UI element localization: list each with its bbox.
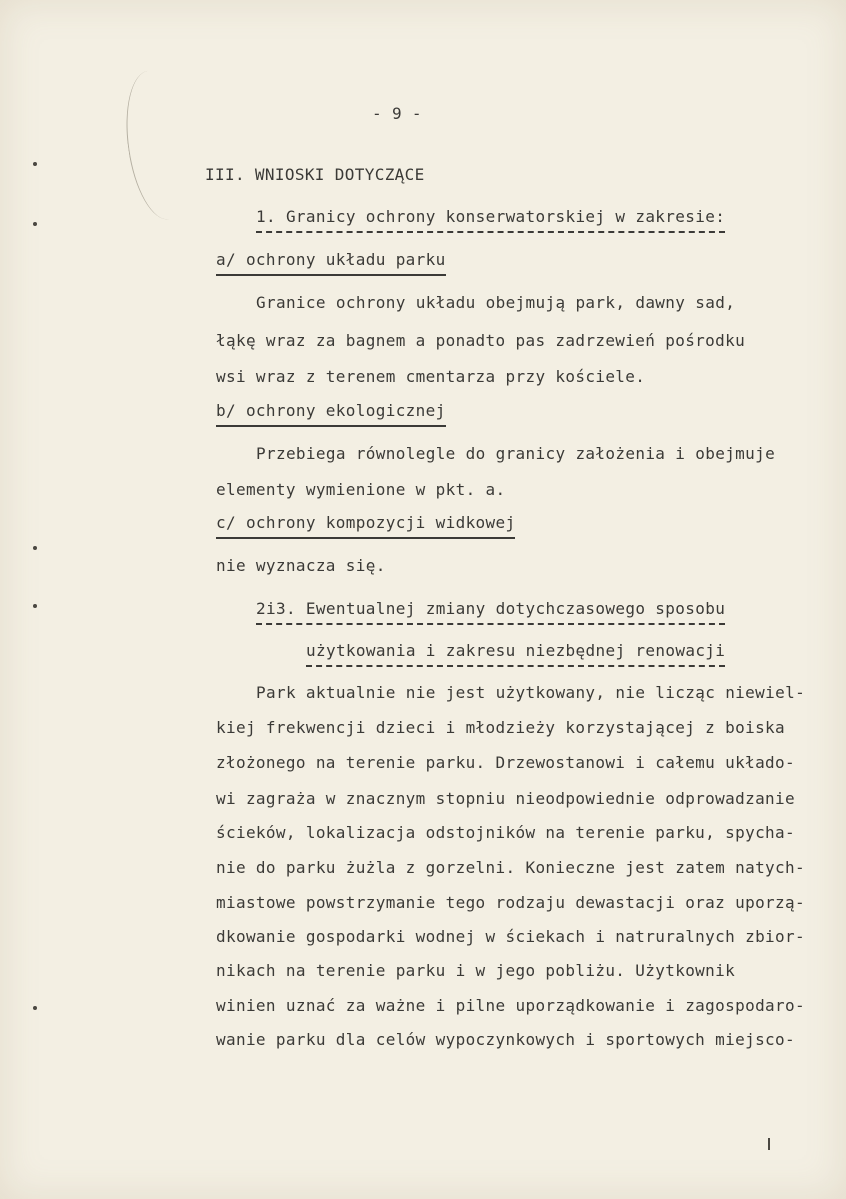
item-2-line: złożonego na terenie parku. Drzewostanowi i całemu układo-: [216, 753, 796, 772]
page-number: - 9 -: [372, 104, 422, 123]
item-2-heading-line1: 2i3. Ewentualnej zmiany dotychczasowego sposobu: [256, 599, 725, 625]
item-2-heading-line2: użytkowania i zakresu niezbędnej renowacji: [306, 641, 725, 667]
sub-a-line: wsi wraz z terenem cmentarza przy kościele.: [216, 367, 646, 386]
sub-c-text: nie wyznacza się.: [216, 556, 386, 575]
item-2-line: dkowanie gospodarki wodnej w ściekach i natruralnych zbior-: [216, 927, 805, 946]
item-2-line: wi zagraża w znacznym stopniu nieodpowiednie odprowadzanie: [216, 789, 796, 808]
margin-dot: [33, 162, 37, 166]
item-2-line: nikach na terenie parku i w jego pobliżu. Użytkownik: [216, 961, 736, 980]
item-2-line: ścieków, lokalizacja odstojników na terenie parku, spycha-: [216, 823, 796, 842]
margin-dot: [33, 546, 37, 550]
margin-dot: [33, 604, 37, 608]
sub-b-line: elementy wymienione w pkt. a.: [216, 480, 506, 499]
margin-tick: [768, 1138, 770, 1150]
item-2-line: kiej frekwencji dzieci i młodzieży korzystającej z boiska: [216, 718, 786, 737]
item-2-line: Park aktualnie nie jest użytkowany, nie licząc niewiel-: [256, 683, 806, 702]
sub-c-heading: c/ ochrony kompozycji widkowej: [216, 513, 515, 539]
sub-b-heading: b/ ochrony ekologicznej: [216, 401, 446, 427]
item-2-line: miastowe powstrzymanie tego rodzaju dewastacji oraz uporzą-: [216, 893, 805, 912]
sub-a-heading: a/ ochrony układu parku: [216, 250, 446, 276]
sub-a-line: Granice ochrony układu obejmują park, dawny sad,: [256, 293, 736, 312]
section-heading: III. WNIOSKI DOTYCZĄCE: [205, 165, 425, 184]
margin-dot: [33, 1006, 37, 1010]
item-1-heading: 1. Granicy ochrony konserwatorskiej w zakresie:: [256, 207, 725, 233]
sub-a-line: łąkę wraz za bagnem a ponadto pas zadrzewień pośrodku: [216, 331, 746, 350]
pencil-margin-mark: [118, 66, 199, 223]
item-2-line: nie do parku żużla z gorzelni. Konieczne jest zatem natych-: [216, 858, 805, 877]
item-2-line: winien uznać za ważne i pilne uporządkowanie i zagospodaro-: [216, 996, 805, 1015]
sub-b-line: Przebiega równolegle do granicy założenia i obejmuje: [256, 444, 776, 463]
item-2-line: wanie parku dla celów wypoczynkowych i sportowych miejsco-: [216, 1030, 796, 1049]
margin-dot: [33, 222, 37, 226]
